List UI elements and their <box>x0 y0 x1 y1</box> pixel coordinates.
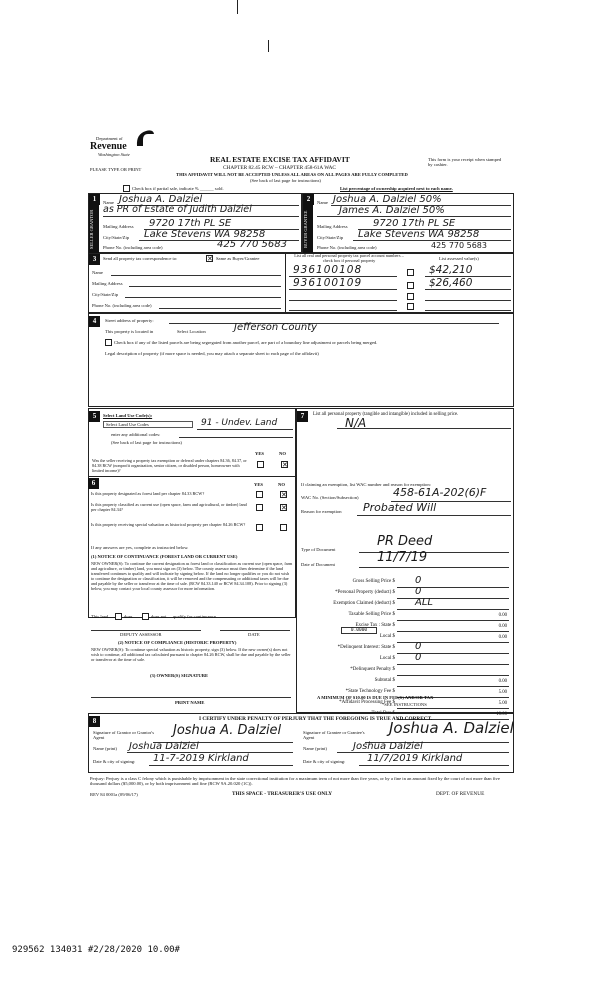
financial-row <box>297 641 513 655</box>
grantor-name-2[interactable]: as PR of Estate of Judith Dalziel <box>103 204 252 215</box>
grantor-date-city[interactable]: 11-7-2019 Kirkland <box>153 753 249 764</box>
grantee-date-label: Date & city of signing: <box>303 759 346 764</box>
perjury-statement: Perjury: Perjury is a class C felony which is punishable by imprisonment in the state correctional institution for a maximum term of not more than five years, or by a fine in an amount fixed by the court of not more than five thousand dollars ($5,000.00), or by both imprisonment and fine (RCW 9A.20.020 (1C)). <box>90 776 500 787</box>
grantee-date-city[interactable]: 11/7/2019 Kirkland <box>367 753 463 764</box>
doc-type-label: Type of Document <box>301 547 336 552</box>
same-as-buyer-label: Same as Buyer/Grantee <box>216 256 260 261</box>
location-value[interactable]: Jefferson County <box>234 322 318 333</box>
yes-header-1: YES <box>255 451 264 456</box>
section-2-number: 2 <box>303 194 314 205</box>
dept-line1: Department of <box>96 136 123 141</box>
personal-property-label: List all personal property (tangible and intangible) included in selling price. <box>313 412 459 417</box>
financial-row-label: Total Due $ <box>371 711 395 716</box>
grantee-mail-label: Mailing Address <box>317 224 348 229</box>
grantee-phone[interactable]: 425 770 5683 <box>431 241 487 250</box>
does-checkbox[interactable] <box>115 613 122 620</box>
grantee-city-label: City/State/Zip <box>317 235 344 240</box>
segregation-checkbox[interactable] <box>105 339 112 346</box>
q-classified-no[interactable] <box>280 504 287 511</box>
notice1-body: NEW OWNER(S): To continue the current designation as forest land or classification as current use (open space, farm and agriculture, or timber) land, you must sign on (3) below. The county assessor must then determine if the land transferred continues to qualify and will indicate by signing below. If the land no longer qualifies or you do not wish to continue the designation or classification, it will be removed and the compensating or additional taxes will be due and payable by the seller or transferor at the time of sale. (RCW 84.33.140 or RCW 84.34.108). Prior to signing (3) below, you may contact your local county assessor for more information. <box>91 561 293 591</box>
grantee-city[interactable]: Lake Stevens WA 98258 <box>358 229 480 240</box>
certify-statement: I CERTIFY UNDER PENALTY OF PERJURY THAT THE FOREGOING IS TRUE AND CORRECT. <box>199 716 433 722</box>
grantor-date-label: Date & city of signing: <box>93 759 136 764</box>
section-1-number: 1 <box>89 194 100 205</box>
financial-row-value[interactable]: ALL <box>415 597 433 608</box>
wac-value[interactable]: 458-61A-202(6)F <box>393 486 487 499</box>
q-forest-yes[interactable] <box>256 491 263 498</box>
q-historic-no[interactable] <box>280 524 287 531</box>
ownership-note: List percentage of ownership acquired next to each name. <box>340 186 453 191</box>
grantor-name-print-label: Name (print) <box>93 746 117 751</box>
doc-date-label: Date of Document <box>301 562 335 567</box>
corr-mail-label: Mailing Address <box>92 281 123 286</box>
financial-row-value[interactable]: 5.00 <box>498 701 507 706</box>
land-use-see-back: (See back of last page for instructions) <box>111 440 182 445</box>
financial-row <box>297 597 513 611</box>
dor-logo-icon <box>134 128 156 148</box>
treasurer-note: THIS SPACE - TREASURER'S USE ONLY <box>232 791 333 797</box>
section-3-correspondence <box>88 253 514 313</box>
grantor-name-label: Name <box>103 200 114 205</box>
financial-row-label: *Delinquent Interest: State $ <box>337 645 395 650</box>
section-5-number: 5 <box>89 411 100 422</box>
financial-row-label: Gross Selling Price $ <box>352 579 395 584</box>
reason-label: Reason for exemption <box>301 509 342 514</box>
grantor-phone[interactable]: 425 770 5683 <box>217 239 287 250</box>
partial-sale-label: Check box if partial sale, indicate % ______ sold. <box>132 186 224 191</box>
q-exempt: Was the seller receiving a property tax exemption or deferral under chapters 84.36, 84.37, or 84.38 RCW (nonprofit organization, senior citizen, or disabled person, homeowner with limited income)? <box>92 458 247 473</box>
scan-mark <box>268 40 269 52</box>
no-header-1: NO <box>279 451 286 456</box>
financial-row-value[interactable]: 0 <box>415 641 422 652</box>
q-classified: Is this property classified as current use (open space, farm and agricultural, or timber) land per chapter 84.34? <box>91 502 247 512</box>
q-exempt-yes[interactable] <box>257 461 264 468</box>
parcel-1-personal-checkbox[interactable] <box>407 269 414 276</box>
parcel-4-personal-checkbox[interactable] <box>407 303 414 310</box>
deputy-assessor-label: DEPUTY ASSESSOR <box>120 632 162 637</box>
q-classified-yes[interactable] <box>256 504 263 511</box>
parcel-1-number[interactable]: 936100108 <box>293 264 363 276</box>
financial-row-label: *Affidavit Processing Fee $ <box>339 700 395 705</box>
parcel-header: List all real and personal property tax parcel account numbers – check box if personal property <box>294 253 404 263</box>
grantee-name-print[interactable]: Joshua Dalziel <box>353 741 423 752</box>
corr-city-label: City/State/Zip <box>92 292 119 297</box>
dept-line2: Revenue <box>90 141 127 152</box>
date-label: DATE <box>248 632 260 637</box>
q-historic-yes[interactable] <box>256 524 263 531</box>
financial-row-label: Local $ <box>379 634 395 639</box>
financial-row <box>297 652 513 666</box>
please-type: PLEASE TYPE OR PRINT <box>90 167 142 172</box>
receipt-note: This form is your receipt when stamped by cashier. <box>428 157 502 168</box>
grantor-mail-label: Mailing Address <box>103 224 134 229</box>
print-name-label: PRINT NAME <box>175 700 205 705</box>
grantor-city[interactable]: Lake Stevens WA 98258 <box>144 229 266 240</box>
grantor-name-print[interactable]: Joshua Dalziel <box>129 741 199 752</box>
assessed-header: List assessed value(s) <box>439 256 479 261</box>
grantor-signature[interactable]: Joshua A. Dalziel <box>173 723 282 738</box>
yes-header-2: YES <box>254 482 263 487</box>
section-8-number: 8 <box>89 716 100 727</box>
financial-row-label: Exemption Claimed (deduct) $ <box>333 601 395 606</box>
section-6-number: 6 <box>88 478 99 489</box>
this-land-label: This land <box>91 614 109 619</box>
grantee-name-1[interactable]: Joshua A. Dalziel 50% <box>333 194 442 205</box>
financial-row-label: Excise Tax : State $ <box>355 623 395 628</box>
wac-label: WAC No. (Section/Subsection) <box>301 495 359 500</box>
same-as-buyer-checkbox[interactable] <box>206 255 213 262</box>
financial-row <box>297 586 513 600</box>
grantee-name-print-label: Name (print) <box>303 746 327 751</box>
land-use-value[interactable]: 91 - Undev. Land <box>201 418 278 428</box>
section-2-grantee <box>302 193 514 253</box>
see-back-note: (See back of last page for instructions) <box>250 178 321 183</box>
financial-row-value[interactable]: 0.00 <box>498 679 507 684</box>
doc-type-value[interactable]: PR Deed <box>377 534 433 549</box>
notice2-title: (2) NOTICE OF COMPLIANCE (HISTORIC PROPERTY) <box>118 640 237 645</box>
form-chapter: CHAPTER 82.45 RCW – CHAPTER 458-61A WAC <box>223 165 336 171</box>
send-label: Send all property tax correspondence to: <box>103 256 178 261</box>
grantor-city-label: City/State/Zip <box>103 235 130 240</box>
grantor-phone-label: Phone No. (including area code) <box>103 245 163 250</box>
financial-row <box>297 666 513 677</box>
dept-line3: Washington State <box>98 152 130 157</box>
qualify-label: qualify for continuance. <box>173 614 218 619</box>
location-select[interactable]: Select Location <box>177 329 206 334</box>
section-7-number: 7 <box>297 411 308 422</box>
financial-row-label: Local $ <box>379 656 395 661</box>
grantee-phone-label: Phone No. (including area code) <box>317 245 377 250</box>
land-use-label: Select Land Use Code(s): <box>103 413 153 418</box>
parcel-1-value[interactable]: $42,210 <box>429 264 473 276</box>
does-not-checkbox[interactable] <box>142 613 149 620</box>
see-instructions: *SEE INSTRUCTIONS <box>382 702 427 707</box>
section-7-financial <box>296 408 514 717</box>
q-historic: Is this property receiving special valuation as historical property per chapter 84.26 RCW? <box>91 522 246 527</box>
rev-number: REV 84 0001a (09/06/17) <box>90 792 138 797</box>
financial-row-value[interactable]: 0 <box>415 586 422 597</box>
grantee-sig-label: Signature of Grantee or Grantee's Agent <box>303 730 365 741</box>
financial-row <box>297 575 513 589</box>
scan-mark <box>237 0 238 14</box>
grantee-signature[interactable]: Joshua A. Dalziel <box>389 719 514 737</box>
reason-value[interactable]: Probated Will <box>363 501 437 514</box>
parcel-2-value[interactable]: $26,460 <box>429 277 473 289</box>
financial-row-value[interactable]: 0.00 <box>498 635 507 640</box>
seller-side-label: SELLER GRANTOR <box>89 205 99 253</box>
financial-row-value[interactable]: 0.00 <box>498 624 507 629</box>
financial-row-label: *Delinquent Penalty $ <box>350 667 395 672</box>
financial-row-label: Taxable Selling Price $ <box>348 612 395 617</box>
dept-revenue: DEPT. OF REVENUE <box>436 791 485 797</box>
notice2-body: NEW OWNER(S): To continue special valuation as historic property, sign (3) below. If the new owner(s) does not wish to continue, all additional tax calculated pursuant to chapter 84.26 RCW, shall be due and payable by the seller or transferor at the time of sale. <box>91 647 291 663</box>
financial-row-value[interactable]: 10.00 <box>496 712 507 717</box>
form-title: REAL ESTATE EXCISE TAX AFFIDAVIT <box>210 155 350 164</box>
q-forest: Is this property designated as forest land per chapter 84.33 RCW? <box>91 491 205 496</box>
financial-row-label: *Personal Property (deduct) $ <box>335 590 395 595</box>
recording-stamp: 929562 134031 #2/28/2020 10.00# <box>12 945 180 955</box>
form-warning: THIS AFFIDAVIT WILL NOT BE ACCEPTED UNLESS ALL AREAS ON ALL PAGES ARE FULLY COMPLETED <box>176 172 408 177</box>
located-label: This property is located in <box>105 329 154 334</box>
financial-row-label: Subtotal $ <box>374 678 395 683</box>
does-label: does <box>124 614 133 619</box>
financial-row-value[interactable]: 0 <box>415 575 422 586</box>
grantor-sig-label: Signature of Grantor or Grantor's Agent <box>93 730 155 741</box>
notice1-title: (1) NOTICE OF CONTINUANCE (FOREST LAND OR CURRENT USE) <box>91 554 238 559</box>
section-4-property <box>88 313 514 407</box>
section-3-number: 3 <box>89 254 100 265</box>
financial-row <box>297 622 513 633</box>
parcel-2-number[interactable]: 936100109 <box>293 277 363 289</box>
partial-sale-checkbox[interactable] <box>123 185 130 192</box>
minimum-note: A MINIMUM OF $10.00 IS DUE IN FEE(S) AND/OR TAX <box>317 695 434 700</box>
corr-name-label: Name <box>92 270 103 275</box>
buyer-side-label: BUYER GRANTEE <box>303 205 313 253</box>
grantee-name-label: Name <box>317 200 328 205</box>
financial-row <box>297 611 513 622</box>
dor-logo <box>90 128 160 162</box>
grantee-name-2[interactable]: James A. Dalziel 50% <box>339 205 445 216</box>
section-8-signatures <box>88 713 514 773</box>
doc-date-value[interactable]: 11/7/19 <box>377 550 428 565</box>
parcel-3-personal-checkbox[interactable] <box>407 293 414 300</box>
grantor-mail[interactable]: 9720 17th PL SE <box>149 218 232 229</box>
financial-row-value[interactable]: 0.00 <box>498 613 507 618</box>
financial-row <box>297 677 513 688</box>
financial-row <box>297 633 513 644</box>
grantee-mail[interactable]: 9720 17th PL SE <box>373 218 456 229</box>
if-any-yes: If any answers are yes, complete as instructed below. <box>91 545 189 550</box>
segregation-label: Check box if any of the listed parcels are being segregated from another parcel, are part of a boundary line adjustment or parcels being merged. <box>114 340 378 345</box>
q-exempt-no[interactable] <box>281 461 288 468</box>
q-forest-no[interactable] <box>280 491 287 498</box>
parcel-2-personal-checkbox[interactable] <box>407 282 414 289</box>
financial-row-label: *State Technology Fee $ <box>345 689 395 694</box>
land-use-select[interactable]: Select Land Use Codes <box>103 421 193 428</box>
does-not-label: does not <box>151 614 167 619</box>
corr-phone-label: Phone No. (including area code) <box>92 303 152 308</box>
owner-signature-label: (3) OWNER(S) SIGNATURE <box>150 673 209 678</box>
financial-row-value[interactable]: 5.00 <box>498 690 507 695</box>
grantor-name-1[interactable]: Joshua A. Dalziel <box>119 194 203 205</box>
section-4-number: 4 <box>89 316 100 327</box>
personal-property-value[interactable]: N/A <box>345 416 367 430</box>
section-1-grantor <box>88 193 302 253</box>
exemption-label: If claiming an exemption, list WAC number and reason for exemption: <box>301 482 431 487</box>
street-label: Street address of property: <box>105 318 154 323</box>
no-header-2: NO <box>278 482 285 487</box>
legal-label: Legal description of property (if more space is needed, you may attach a separate sheet to each page of the affidavit) <box>105 351 319 356</box>
additional-codes-label: enter any additional codes: <box>111 432 161 437</box>
local-rate-box[interactable]: 0.0000 <box>341 627 377 634</box>
financial-row-value[interactable]: 0 <box>415 652 422 663</box>
